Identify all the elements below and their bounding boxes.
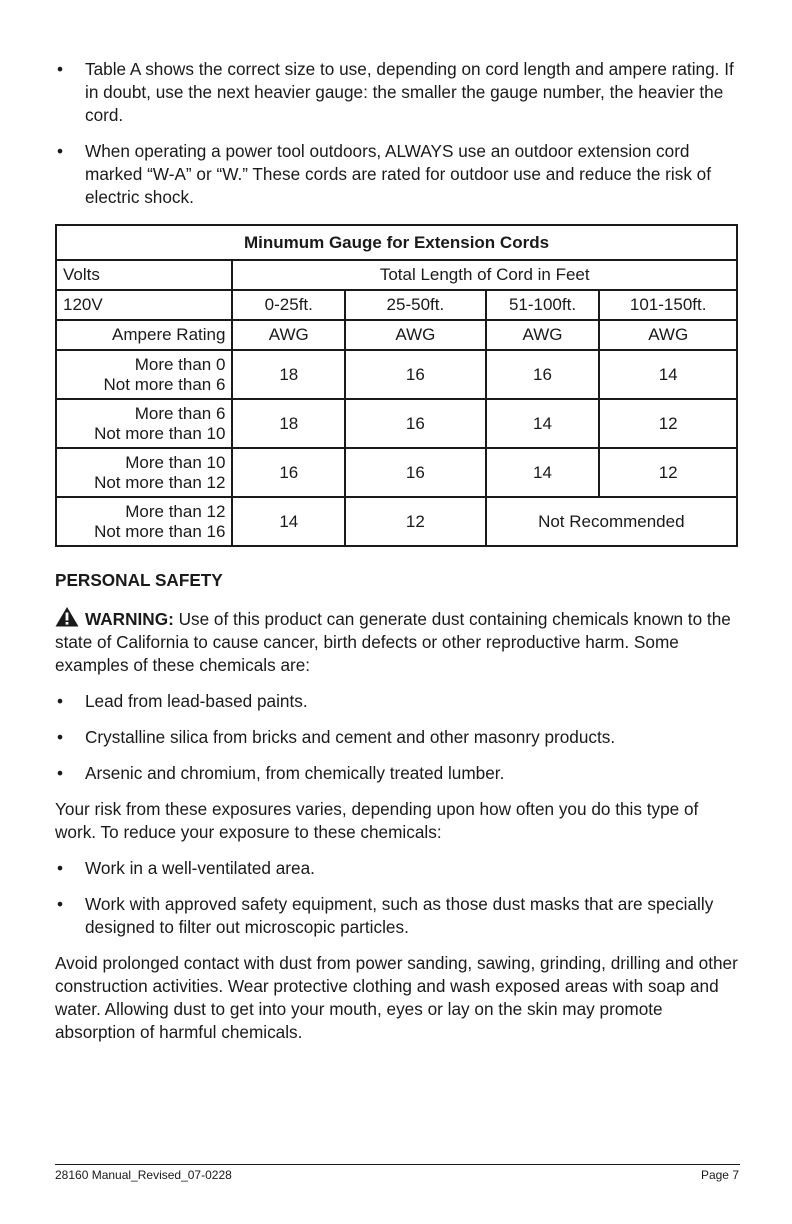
bullet-text: Work in a well-ventilated area. — [85, 858, 315, 878]
gauge-cell: 16 — [232, 448, 345, 497]
bullet-text: Lead from lead-based paints. — [85, 691, 308, 711]
table-unit-row — [56, 320, 737, 350]
gauge-cell: 12 — [345, 497, 486, 546]
bullet-dot: • — [57, 763, 64, 783]
ampere-min: More than 0 — [134, 354, 226, 374]
ampere-range-cell — [56, 399, 232, 448]
ampere-label: Ampere Rating — [56, 320, 232, 350]
table-length-row — [56, 290, 737, 320]
ampere-max: Not more than 16 — [94, 521, 226, 541]
unit-cell: AWG — [345, 320, 486, 350]
table-row — [56, 399, 737, 448]
table-row — [56, 350, 737, 399]
bullet-text: Table A shows the correct size to use, depending on cord length and ampere rating. If in doubt, use the next heavier gauge: the smaller the gauge number, the heavier the cord. — [85, 59, 734, 125]
length-cell: 25-50ft. — [345, 290, 486, 320]
length-label: Total Length of Cord in Feet — [232, 260, 737, 290]
unit-cell: AWG — [486, 320, 600, 350]
ampere-max: Not more than 10 — [94, 423, 226, 443]
footer-divider — [55, 1164, 740, 1165]
measure-item — [55, 893, 738, 939]
bullet-dot: • — [57, 141, 64, 161]
ampere-range-cell — [56, 350, 232, 399]
closing-paragraph: Avoid prolonged contact with dust from power sanding, sawing, grinding, drilling and other construction activities. Wear protective clothing and wash exposed areas with soap and water. Allowing dust to get into your mouth, eyes or lay on the skin may promote absorption of harmful chemicals. — [55, 953, 738, 1042]
bullet-dot: • — [57, 727, 64, 747]
intro-bullet-outdoor-cord — [55, 140, 738, 209]
gauge-cell: 16 — [345, 448, 486, 497]
bullet-dot: • — [57, 858, 64, 878]
length-cell: 101-150ft. — [599, 290, 737, 320]
footer-page-number: Page 7 — [700, 1168, 739, 1182]
ampere-min: More than 12 — [125, 501, 226, 521]
gauge-cell: 14 — [599, 350, 737, 399]
gauge-cell: 14 — [486, 399, 600, 448]
unit-cell: AWG — [232, 320, 345, 350]
gauge-cell: 18 — [232, 350, 345, 399]
risk-paragraph: Your risk from these exposures varies, depending upon how often you do this type of work. To reduce your exposure to these chemicals: — [55, 799, 699, 842]
gauge-cell: 16 — [345, 350, 486, 399]
bullet-dot: • — [57, 894, 64, 914]
gauge-cell: 14 — [486, 448, 600, 497]
gauge-cell: 18 — [232, 399, 345, 448]
warning-label: WARNING: — [85, 609, 174, 629]
warning-text: Use of this product can generate dust containing chemicals known to the state of California to cause cancer, birth defects or other reproductive harm. Some examples of these chemicals are: — [55, 609, 731, 675]
chemical-item — [55, 762, 738, 785]
bullet-text: Crystalline silica from bricks and cement and other masonry products. — [85, 727, 616, 747]
table-title-row — [56, 225, 737, 260]
bullet-text: Work with approved safety equipment, such as those dust masks that are specially designed to filter out microscopic particles. — [85, 894, 714, 937]
gauge-cell: 14 — [232, 497, 345, 546]
chemical-item — [55, 690, 738, 713]
warning-triangle-icon — [55, 606, 79, 627]
unit-cell: AWG — [599, 320, 737, 350]
table-row — [56, 497, 737, 546]
length-cell: 0-25ft. — [232, 290, 345, 320]
ampere-min: More than 6 — [134, 403, 226, 423]
page-content — [55, 58, 738, 1057]
table-title: Minumum Gauge for Extension Cords — [56, 225, 737, 260]
section-heading: PERSONAL SAFETY — [55, 570, 223, 590]
table-header-row — [56, 260, 737, 290]
ampere-min: More than 10 — [125, 452, 226, 472]
bullet-dot: • — [57, 691, 64, 711]
measure-item — [55, 857, 738, 880]
chemical-item — [55, 726, 738, 749]
gauge-cell: 16 — [345, 399, 486, 448]
ampere-range-cell — [56, 497, 232, 546]
bullet-text: Arsenic and chromium, from chemically treated lumber. — [85, 763, 505, 783]
warning-paragraph — [55, 606, 738, 677]
bullet-dot: • — [57, 59, 64, 79]
ampere-max: Not more than 12 — [94, 472, 226, 492]
ampere-max: Not more than 6 — [103, 374, 226, 394]
voltage-cell: 120V — [56, 290, 232, 320]
ampere-range-cell — [56, 448, 232, 497]
bullet-text: When operating a power tool outdoors, ALWAYS use an outdoor extension cord marked “W-A” or “W.” These cords are rated for outdoor use and reduce the risk of electric shock. — [85, 141, 712, 207]
gauge-cell: 16 — [486, 350, 600, 399]
table-row — [56, 448, 737, 497]
gauge-cell: 12 — [599, 399, 737, 448]
volts-label: Volts — [56, 260, 232, 290]
extension-cord-gauge-table — [55, 224, 738, 547]
length-cell: 51-100ft. — [486, 290, 600, 320]
footer-doc-id: 28160 Manual_Revised_07-0228 — [55, 1168, 232, 1182]
intro-bullet-cord-size — [55, 58, 738, 127]
gauge-cell: 12 — [599, 448, 737, 497]
not-recommended-cell: Not Recommended — [486, 497, 737, 546]
